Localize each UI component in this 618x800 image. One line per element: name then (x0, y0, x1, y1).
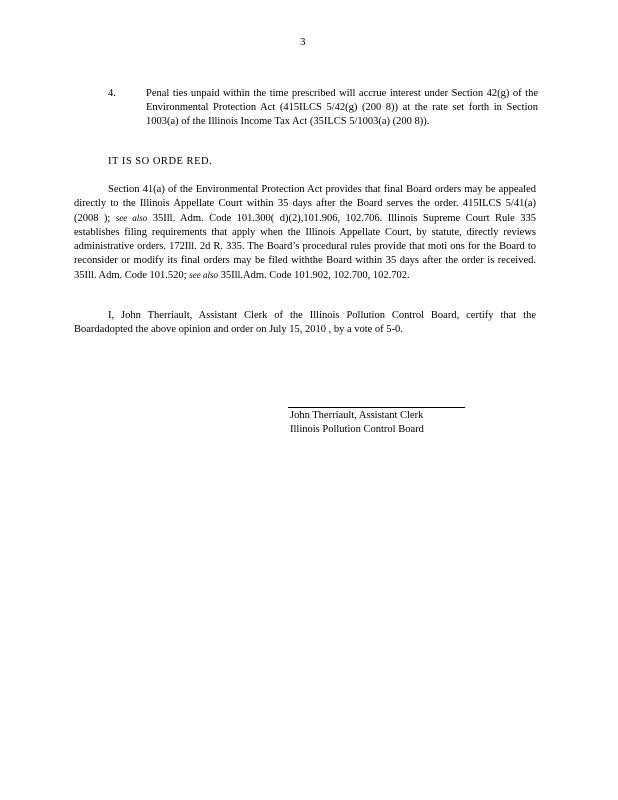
signature-name: John Therriault, Assistant Clerk (290, 410, 424, 421)
signature-block (290, 409, 424, 437)
item-text: Penal ties unpaid within the time prescribed will accrue interest under Section 42(g) of the Environmental Protection Act (415ILCS 5/42(g) (200 8)) at the rate set forth in Section 1003(a) of the Illinois Income Tax Act (35ILCS 5/1003(a) (200 8)). (146, 88, 538, 127)
see-also-1: see also (115, 213, 148, 223)
appeal-text-1: Section 41(a) of the Environmental Protection Act provides that final Board orders may be appealed directly to the Illinois Appellate Court within 35 days after the Board serves the order. 415ILCS 5/41(a) (2008 ); (74, 184, 536, 224)
signature-line (288, 407, 465, 408)
see-also-2: see also (189, 270, 218, 280)
certification-paragraph (74, 309, 536, 337)
page-number: 3 (300, 36, 306, 48)
appeal-text-3: 35Ill.Adm. Code 101.902, 102.700, 102.702. (217, 270, 410, 281)
signature-title: Illinois Pollution Control Board (290, 424, 424, 435)
appeal-text-2: 35Ill. Adm. Code 101.300( d)(2),101.906, 102.706. Illinois Supreme Court Rule 335 establishes filing requirements that apply when the Illinois Appellate Court, by statute, directly reviews administrative orders. 172Ill. 2d R. 335. The Board’s procedural rules provide that moti ons for the Board to reconsider or modify its final orders may be filed withthe Board within 35 days after the order is received. 35Ill. Adm. Code 101.520; (74, 213, 536, 281)
appeal-paragraph (74, 183, 536, 283)
item-number: 4. (108, 88, 116, 99)
numbered-item-4 (108, 87, 538, 129)
order-statement: IT IS SO ORDE RED. (108, 156, 213, 167)
certification-text: I, John Therriault, Assistant Clerk of the Illinois Pollution Control Board, certify that the Boardadopted the above opinion and order on July 15, 2010 , by a vote of 5-0. (74, 310, 536, 335)
